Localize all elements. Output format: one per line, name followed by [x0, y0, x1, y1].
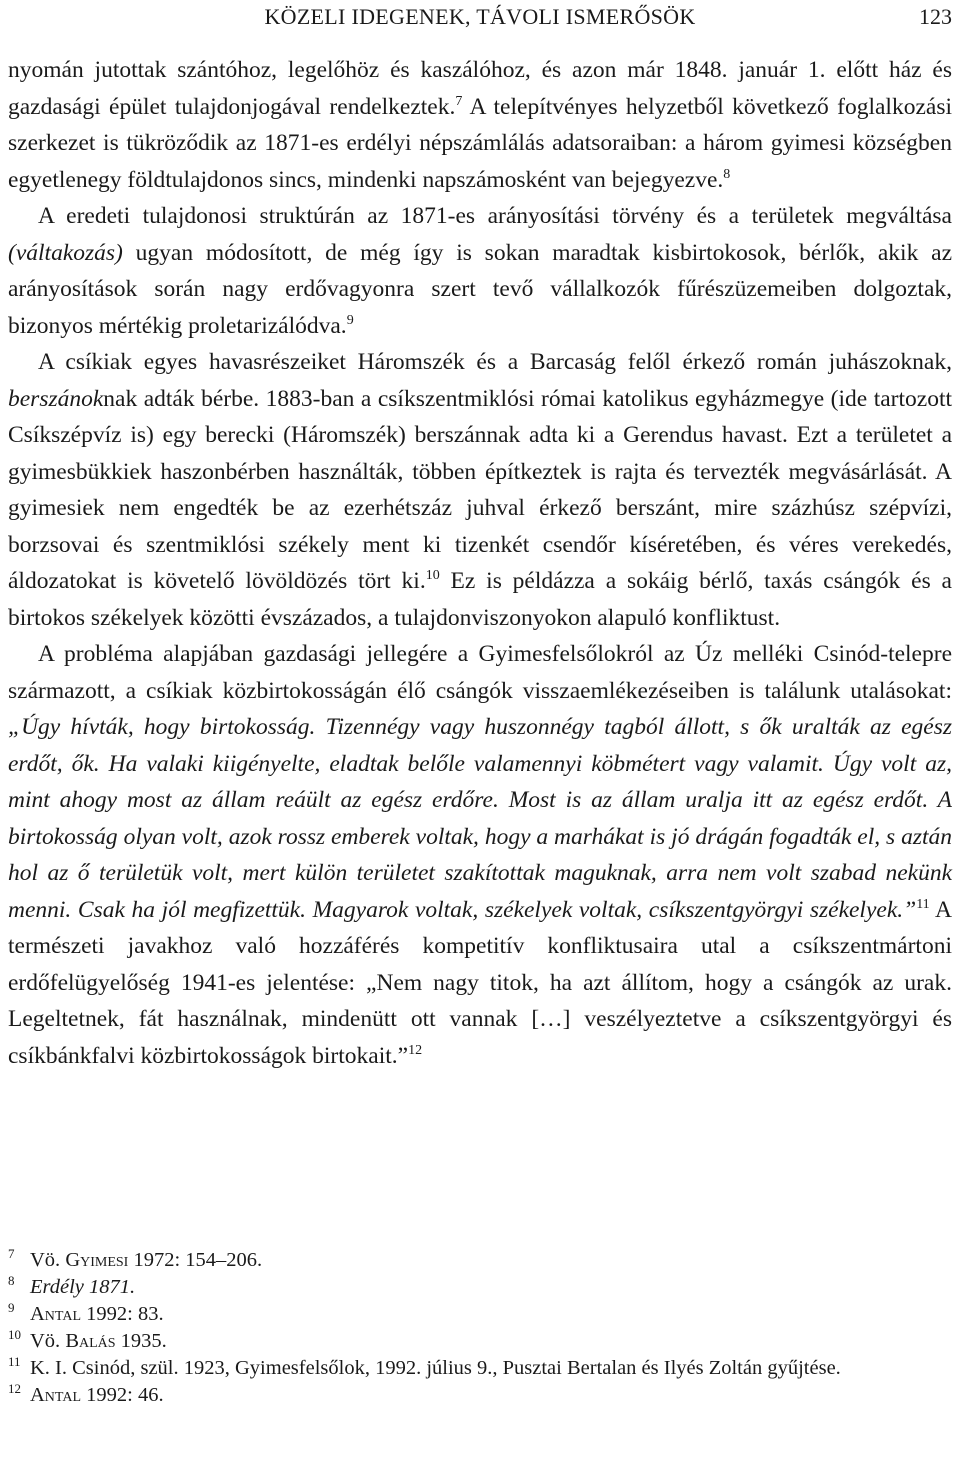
body-text: [8, 52, 952, 1074]
footnote-citation: 1972: 154–206.: [128, 1249, 263, 1271]
paragraph-3-text-b: nak adták bérbe. 1883-ban a csíkszentmiklósi római katolikus egyházmegye (ide tartozott Csíkszépvíz is) egy berecki (Háromszék) berszánnak adta ki a Gerendus havast. Ezt a területet a gyimesbükkiek haszonbérben használták, többen építkeztek is rajta és tervezték megvásárlását. A gyimesiek nem engedték be az ezerhétszáz juhval érkező berszánt, mire százhúsz szépvízi, borzsovai és szentmiklósi székely ment ki tizenkét csendőr kíséretében, és véres verekedés, áldozatokat is követelő lövöldözés tört ki.: [8, 385, 952, 594]
footnote-11: 11 K. I. Csinód, szül. 1923, Gyimesfelsőlok, 1992. július 9., Pusztai Bertalan és Ilyés Zoltán gyűjtése.: [8, 1354, 841, 1379]
footnote-ref-12[interactable]: 12: [408, 1042, 423, 1058]
footnote-prefix: Vö.: [30, 1330, 66, 1352]
paragraph-2-text-b: ugyan módosított, de még így is sokan maradtak kisbirtokosok, bérlők, akik az arányosítások során nagy erdővagyonra szert tevő vállalkozók fűrészüzemeiben dolgoztak, bizonyos mértékig proletarizálódva.: [8, 239, 952, 339]
footnote-author: Gyimesi: [65, 1249, 129, 1271]
footnote-7: 7 Vö. Gyimesi 1972: 154–206.: [8, 1246, 263, 1271]
paragraph-4-text-a: A probléma alapjában gazdasági jellegére a Gyimesfelsőlokról az Úz melléki Csinód-telepre származott, a csíkiak közbirtokosságán élő csángók visszaemlékezéseiben is találunk utalásokat:: [8, 641, 952, 704]
page-number: 123: [919, 4, 952, 29]
footnote-author: Antal: [30, 1384, 82, 1406]
paragraph-1-text-b: A telepítvényes helyzetből következő foglalkozási szerkezet is tükröződik az 1871-es erdélyi népszámlálás adatsoraiban: a három gyimesi községben egyetlenegy földtulajdonos sincs, mindenki napszámosként van bejegyezve.: [8, 93, 952, 193]
paragraph-2-emphasis: (váltakozás): [8, 239, 123, 266]
footnote-8: 8 Erdély 1871.: [8, 1273, 136, 1298]
footnote-ref-7[interactable]: 7: [455, 93, 463, 109]
footnote-12: 12 Antal 1992: 46.: [8, 1381, 164, 1406]
running-title: KÖZELI IDEGENEK, TÁVOLI ISMERŐSÖK: [264, 4, 696, 29]
paragraph-4: [8, 636, 952, 1074]
running-head: [8, 4, 952, 30]
paragraph-2: [8, 198, 952, 344]
footnote-title: Erdély 1871.: [30, 1276, 136, 1298]
paragraph-1-text-a: nyomán jutottak szántóhoz, legelőhöz és kaszálóhoz, és azon már 1848. január 1. előtt ház és gazdasági épület tulajdonjogával rendelkeztek.: [8, 57, 952, 120]
paragraph-4-quote: „Úgy hívták, hogy birtokosság. Tizennégy vagy huszonnégy tagból állott, s ők uralták az egész erdőt, ők. Ha valaki kiigényelte, eladtak belőle valamennyi köbmétert vagy valamit. Úgy volt az, mint ahogy most az állam reáült az egész erdőre. Most is az állam uralja itt az egész erdőt. A birtokosság olyan volt, azok rossz emberek voltak, hogy a marhákat is jó drágán fogadták el, s aztán hol az ő területük volt, mert külön területet szakítottak maguknak, arra nem volt szabad nekünk menni. Csak ha jól megfizettük. Magyarok voltak, székelyek voltak, csíkszentgyörgyi székelyek.”: [8, 714, 952, 923]
footnote-citation: 1935.: [115, 1330, 167, 1352]
footnote-prefix: Vö.: [30, 1249, 66, 1271]
footnote-author: Antal: [30, 1303, 82, 1325]
footnote-ref-8[interactable]: 8: [723, 166, 731, 182]
footnote-author: Balás: [65, 1330, 116, 1352]
paragraph-3: [8, 344, 952, 636]
paragraph-1: [8, 52, 952, 198]
footnotes: [8, 1247, 952, 1409]
footnote-citation: 1992: 46.: [81, 1384, 164, 1406]
paragraph-3-emphasis: berszánok: [8, 385, 104, 412]
footnote-ref-10[interactable]: 10: [425, 568, 440, 584]
paragraph-3-text-c: Ez is példázza a sokáig bérlő, taxás csángók és a birtokos székelyek közötti évszázados, a tulajdonviszonyokon alapuló konfliktust.: [8, 568, 952, 631]
footnote-text: K. I. Csinód, szül. 1923, Gyimesfelsőlok, 1992. július 9., Pusztai Bertalan és Ilyés Zoltán gyűjtése.: [30, 1357, 841, 1379]
footnote-10: 10 Vö. Balás 1935.: [8, 1327, 167, 1352]
paragraph-4-text-b: A természeti javakhoz való hozzáférés kompetitív konfliktusaira utal a csíkszentmártoni erdőfelügyelőség 1941-es jelentése: „Nem nagy titok, ha azt állítom, hogy a csángók az urak. Legeltetnek, fát használnak, mindenütt ott vannak […] veszélyeztetve a csíkszentgyörgyi és csíkbánkfalvi közbirtokosságok birtokait.”: [8, 896, 952, 1069]
paragraph-2-text-a: A eredeti tulajdonosi struktúrán az 1871-es arányosítási törvény és a területek megváltása: [38, 203, 952, 229]
paragraph-3-text-a: A csíkiak egyes havasrészeiket Háromszék és a Barcaság felől érkező román juhászoknak,: [38, 349, 952, 375]
footnote-citation: 1992: 83.: [81, 1303, 164, 1325]
footnote-ref-9[interactable]: 9: [346, 312, 354, 328]
footnote-ref-11[interactable]: 11: [916, 896, 930, 912]
footnote-9: 9 Antal 1992: 83.: [8, 1300, 164, 1325]
